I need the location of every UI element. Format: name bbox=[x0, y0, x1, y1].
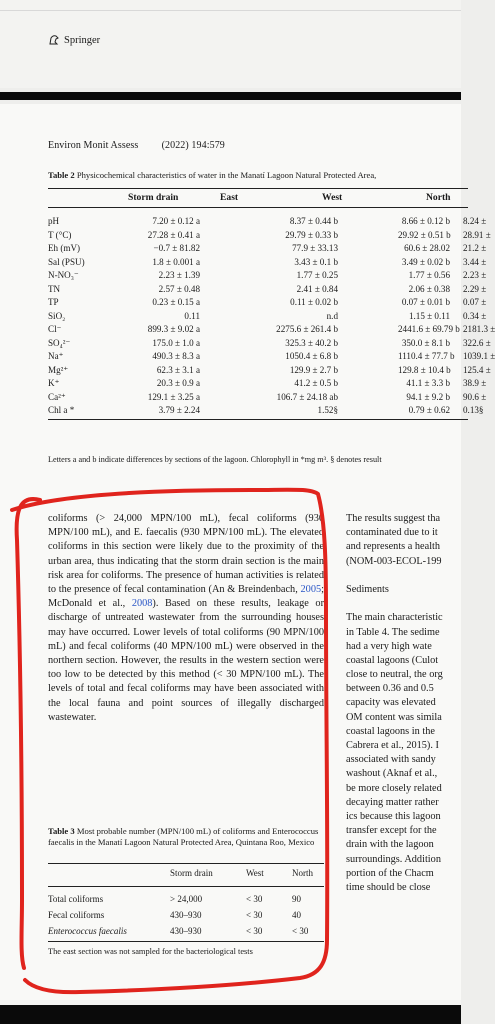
table3-caption-text: Most probable number (MPN/100 mL) of coliforms and Enterococcus faecalis in the Manatí Lagoon Natural Protected Area, Quintana Roo, Mexico bbox=[48, 826, 319, 848]
table3-caption bbox=[48, 826, 324, 849]
table2-row bbox=[48, 405, 484, 418]
table2-cell-west: 0.79 ± 0.62 bbox=[408, 405, 450, 415]
table2-param: TP bbox=[48, 297, 59, 307]
table2-cell-west: 350.0 ± 8.1 b bbox=[401, 337, 450, 348]
table3-cell-north: < 30 bbox=[292, 926, 309, 936]
table2-cell-storm: 0.23 ± 0.15 a bbox=[152, 297, 200, 307]
table2-cell-east: 1050.4 ± 6.8 b bbox=[285, 351, 338, 361]
table2-cell-storm: 20.3 ± 0.9 a bbox=[156, 378, 200, 388]
table2-cell-north: 2.23 ± bbox=[463, 270, 487, 280]
table2-row bbox=[48, 364, 491, 378]
table2-param: Ca²⁺ bbox=[48, 391, 66, 402]
table2-col-north: North bbox=[426, 192, 451, 203]
table3-row-label: Enterococcus faecalis bbox=[48, 926, 127, 936]
table2-cell-east: 77.9 ± 33.13 bbox=[292, 243, 338, 253]
table2-cell-storm: 899.3 ± 9.02 a bbox=[147, 324, 200, 334]
text-line: ics because this lagoon bbox=[346, 810, 441, 822]
table2-row bbox=[48, 229, 491, 243]
table2-cell-storm: 0.11 bbox=[184, 310, 200, 321]
table2-param: pH bbox=[48, 216, 60, 226]
table2-col-east: East bbox=[220, 192, 239, 203]
table2-cell-north: 90.6 ± bbox=[463, 391, 487, 402]
text-line: (NOM-003-ECOL-199 bbox=[346, 555, 442, 567]
table3-cell-storm: 430–930 bbox=[170, 926, 202, 936]
page-separator-bar-bottom bbox=[0, 1005, 461, 1024]
table2-row bbox=[48, 324, 495, 337]
table2-cell-storm: 2.23 ± 1.39 bbox=[158, 270, 200, 280]
table2-cell-east: 2.41 ± 0.84 bbox=[296, 283, 338, 294]
paragraph-part: coliforms (> 24,000 MPN/100 mL), fecal coliforms (930 MPN/100 mL), and E. faecalis (930 MPN/100 mL). The elevated coliforms in this section were likely due to the proximity of the urban area, thus indicating that the storm drain section is the main risk area for coliforms. The presence of human activities is related to the presence of fecal contamination (An & Breindenbach, bbox=[48, 513, 324, 596]
table2-cell-north: 0.07 ± bbox=[463, 297, 487, 307]
table3-header-rule bbox=[48, 886, 324, 887]
table2-header-rule bbox=[48, 207, 468, 208]
text-line: decaying matter rather bbox=[346, 796, 439, 808]
table2-row bbox=[48, 256, 487, 270]
table2-caption-text: Physicochemical characteristics of water in the Manatí Lagoon Natural Protected Area, bbox=[76, 170, 377, 180]
table3-cell-storm: > 24,000 bbox=[170, 894, 203, 904]
table2-col-storm: Storm drain bbox=[128, 192, 179, 203]
text-line: drain with the lagoon bbox=[346, 839, 434, 851]
table3-col-north: North bbox=[292, 868, 313, 878]
table3-row-label: Fecal coliforms bbox=[48, 910, 105, 920]
table3-cell-west: < 30 bbox=[246, 910, 263, 920]
text-line: The results suggest tha bbox=[346, 513, 441, 524]
table2-cell-north: 38.9 ± bbox=[463, 378, 487, 388]
journal-name: Environ Monit Assess bbox=[48, 140, 139, 151]
table2-top-rule bbox=[48, 188, 468, 189]
table2-cell-east: 29.79 ± 0.33 b bbox=[285, 229, 338, 240]
table2-cell-north: 21.2 ± bbox=[463, 243, 487, 253]
previous-page-edge bbox=[0, 0, 461, 11]
table2-cell-west: 29.92 ± 0.51 b bbox=[398, 229, 451, 240]
table2-row bbox=[48, 297, 487, 310]
table2-cell-storm: 1.8 ± 0.001 a bbox=[152, 256, 200, 267]
table2-cell-west: 60.6 ± 28.02 bbox=[404, 243, 450, 253]
table3-cell-west: < 30 bbox=[246, 894, 263, 904]
text-line: The main characteristic bbox=[346, 612, 443, 624]
table2-footnote-text: Letters a and b indicate differences by sections of the lagoon. Chlorophyll in *mg m³. § denotes result bbox=[48, 455, 382, 464]
table2-cell-east: 129.9 ± 2.7 b bbox=[289, 364, 338, 375]
publisher-name: Springer bbox=[64, 34, 101, 46]
table2-cell-east: 325.3 ± 40.2 b bbox=[285, 337, 338, 348]
table2-cell-north: 0.34 ± bbox=[463, 310, 487, 321]
table2-param: Eh (mV) bbox=[48, 243, 81, 253]
table3-cell-north: 90 bbox=[292, 894, 301, 904]
table2-cell-west: 94.1 ± 9.2 b bbox=[406, 391, 450, 402]
table2-param: Cl⁻ bbox=[48, 324, 62, 334]
table2-col-west: West bbox=[322, 192, 343, 203]
text-line bbox=[346, 569, 486, 583]
table2-row bbox=[48, 243, 487, 256]
table2-footnote bbox=[48, 454, 468, 465]
table3-bottom-rule bbox=[48, 941, 324, 942]
table2-cell-north: 2.29 ± bbox=[463, 283, 487, 294]
table2-cell-east: n.d bbox=[326, 310, 338, 321]
table2-cell-east: 1.52§ bbox=[317, 405, 338, 415]
journal-header bbox=[48, 140, 225, 151]
table2-cell-storm: −0.7 ± 81.82 bbox=[153, 243, 200, 253]
table2-cell-west: 8.66 ± 0.12 b bbox=[401, 216, 450, 226]
text-line bbox=[346, 597, 486, 611]
table3-footnote-text: The east section was not sampled for the bacteriological tests bbox=[48, 947, 253, 956]
table2-row bbox=[48, 351, 495, 364]
table2-row bbox=[48, 337, 491, 351]
text-line: coastal lagoons in the bbox=[346, 725, 435, 737]
table2-row bbox=[48, 391, 487, 405]
text-line: contaminated due to it bbox=[346, 527, 438, 539]
page-separator-bar bbox=[0, 92, 461, 100]
table2-cell-west: 129.8 ± 10.4 b bbox=[398, 364, 451, 375]
table2-cell-storm: 490.3 ± 8.3 a bbox=[152, 351, 200, 361]
table2-param: Mg²⁺ bbox=[48, 364, 69, 375]
table2-cell-north: 2181.3 ± bbox=[463, 324, 495, 334]
table2-cell-storm: 3.79 ± 2.24 bbox=[158, 405, 200, 415]
table2-cell-storm: 129.1 ± 3.25 a bbox=[147, 391, 200, 402]
table3-col-storm: Storm drain bbox=[170, 868, 213, 878]
springer-logo bbox=[48, 34, 100, 46]
table2-cell-storm: 27.28 ± 0.41 a bbox=[147, 229, 200, 240]
table3-cell-west: < 30 bbox=[246, 926, 263, 936]
citation-link-2008[interactable]: 2008 bbox=[131, 598, 153, 610]
table3-cell-north: 40 bbox=[292, 910, 301, 920]
table2-cell-east: 3.43 ± 0.1 b bbox=[294, 256, 338, 267]
table3-label: Table 3 bbox=[48, 826, 75, 836]
table2-cell-north: 28.91 ± bbox=[463, 229, 491, 240]
table2-cell-west: 2441.6 ± 69.79 b bbox=[398, 324, 460, 334]
table2-param: Sal (PSU) bbox=[48, 256, 85, 267]
table2-param: SiO₂ bbox=[48, 310, 66, 321]
table2-cell-storm: 2.57 ± 0.48 bbox=[158, 283, 200, 294]
table2-cell-west: 1.77 ± 0.56 bbox=[408, 270, 450, 280]
table2-param: Na⁺ bbox=[48, 351, 64, 361]
section-heading-sediments: Sediments bbox=[346, 583, 389, 595]
table2-cell-west: 2.06 ± 0.38 bbox=[408, 283, 450, 294]
table2-cell-east: 41.2 ± 0.5 b bbox=[294, 378, 338, 388]
table2-param: TN bbox=[48, 283, 61, 294]
text-line: OM content was simila bbox=[346, 711, 442, 723]
table2-param: T (°C) bbox=[48, 229, 72, 240]
text-line: transfer except for the bbox=[346, 825, 437, 837]
table3-footnote bbox=[48, 947, 324, 956]
table2-cell-west: 0.07 ± 0.01 b bbox=[401, 297, 450, 307]
table2-param: SO₄²⁻ bbox=[48, 337, 71, 348]
text-line: and represents a health bbox=[346, 541, 441, 553]
table2-param: N-NO₃⁻ bbox=[48, 270, 79, 280]
table2-cell-east: 8.37 ± 0.44 b bbox=[289, 216, 338, 226]
table2-param: Chl a * bbox=[48, 405, 75, 415]
table2-row bbox=[48, 310, 487, 324]
table2-param: K⁺ bbox=[48, 378, 60, 388]
text-line: washout (Aknaf et al., bbox=[346, 768, 438, 780]
text-line: time should be close bbox=[346, 881, 431, 893]
table2-bottom-rule bbox=[48, 419, 468, 420]
right-column-text bbox=[346, 512, 486, 895]
text-line: close to neutral, the org bbox=[346, 669, 443, 681]
paragraph-part: ; McDonald et al., bbox=[48, 584, 324, 610]
table2-cell-north: 1039.1 ± bbox=[463, 351, 495, 361]
table2-cell-west: 1.15 ± 0.11 bbox=[408, 310, 450, 321]
table2-cell-north: 125.4 ± bbox=[463, 364, 491, 375]
text-line: coastal lagoons (Culot bbox=[346, 654, 439, 666]
table2-row bbox=[48, 270, 487, 283]
text-line: between 0.36 and 0.5 bbox=[346, 683, 434, 695]
table2-cell-north: 8.24 ± bbox=[463, 216, 487, 226]
table2-cell-east: 106.7 ± 24.18 ab bbox=[276, 391, 338, 402]
table2-cell-east: 1.77 ± 0.25 bbox=[296, 270, 338, 280]
table2-cell-west: 3.49 ± 0.02 b bbox=[401, 256, 450, 267]
table3-row-label: Total coliforms bbox=[48, 894, 104, 904]
table3-col-west: West bbox=[246, 868, 264, 878]
table2-cell-storm: 62.3 ± 3.1 a bbox=[156, 364, 200, 375]
left-column-text bbox=[48, 512, 324, 725]
table2-label: Table 2 bbox=[48, 170, 75, 180]
journal-citation: (2022) 194:579 bbox=[161, 140, 225, 151]
text-line: in Table 4. The sedime bbox=[346, 626, 440, 638]
table3-cell-storm: 430–930 bbox=[170, 910, 202, 920]
table2-cell-west: 41.1 ± 3.3 b bbox=[406, 378, 450, 388]
table2-row bbox=[48, 283, 487, 297]
text-line: surroundings. Addition bbox=[346, 853, 441, 865]
text-line: Cabrera et al., 2015). I bbox=[346, 740, 439, 751]
table2-cell-storm: 7.20 ± 0.12 a bbox=[152, 216, 200, 226]
text-line: associated with sandy bbox=[346, 754, 436, 766]
text-line: capacity was elevated bbox=[346, 697, 436, 709]
table2-cell-east: 2275.6 ± 261.4 b bbox=[276, 324, 338, 334]
springer-horse-icon bbox=[48, 34, 60, 46]
table2-cell-storm: 175.0 ± 1.0 a bbox=[152, 337, 200, 348]
text-line: had a very high wate bbox=[346, 640, 432, 652]
table2-row bbox=[48, 378, 487, 391]
table2-cell-east: 0.11 ± 0.02 b bbox=[290, 297, 338, 307]
text-line: be more closely related bbox=[346, 782, 442, 794]
text-line: portion of the Chacm bbox=[346, 867, 434, 879]
paragraph-part: ). Based on these results, leakage or discharge of untreated wastewater from the surrounding houses may have occurred. Lower levels of total coliforms (90 MPN/100 mL) and fecal coliforms (40 MPN/100 mL) were observed in the northern section. However, the results in the western section were too low to be detected by this method (< 30 MPN/100 mL). The levels of total and fecal coliforms may have been associated with the local fauna and point sources of illegally discharged wastewater. bbox=[48, 598, 324, 723]
citation-link-2005[interactable]: 2005 bbox=[300, 584, 322, 596]
table2-caption bbox=[48, 170, 478, 180]
table2-cell-west: 1110.4 ± 77.7 b bbox=[398, 351, 455, 361]
table2-cell-north: 3.44 ± bbox=[463, 256, 487, 267]
table2-cell-north: 322.6 ± bbox=[463, 337, 491, 348]
table3-top-rule bbox=[48, 863, 324, 864]
table2-cell-north: 0.13§ bbox=[463, 405, 484, 415]
table2-row bbox=[48, 216, 487, 229]
